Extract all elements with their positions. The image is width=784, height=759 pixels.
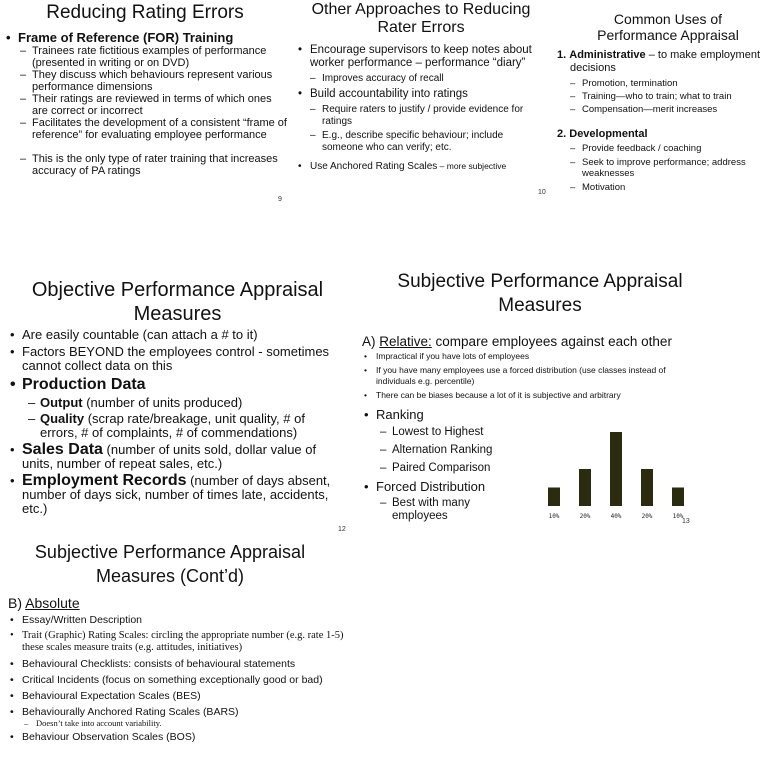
bullet-ranking: • Ranking	[376, 407, 784, 422]
title-line: Measures	[498, 295, 582, 316]
list-item: • Behaviourally Anchored Rating Scales (BARS)	[22, 706, 352, 718]
item-text: (number of units sold, dollar value of units, number of repeat sales, etc.)	[22, 442, 317, 471]
page-number: 13	[682, 518, 690, 525]
list-item: – Provide feedback / coaching	[582, 143, 782, 155]
slide-title	[0, 540, 340, 588]
list-item: – Improves accuracy of recall	[322, 73, 544, 85]
bar-1	[579, 469, 591, 506]
bullet-employment-records	[22, 474, 342, 516]
title-line: Subjective Performance Appraisal	[397, 271, 683, 292]
bullet-anchored-scales	[310, 160, 544, 173]
absolute-heading	[8, 595, 360, 611]
section-developmental	[552, 128, 784, 141]
list-item: • Essay/Written Description	[22, 614, 352, 626]
page-number: 10	[538, 189, 546, 196]
list-item: • Behaviour Observation Scales (BOS)	[22, 731, 360, 743]
bar-0	[548, 488, 560, 507]
list-item: – Doesn’t take into account variability.	[36, 718, 360, 728]
heading-label: Absolute	[25, 595, 80, 611]
tick-label-3: 20%	[641, 513, 653, 520]
title-line: Rater Errors	[377, 19, 465, 37]
list-item: • There can be biases because a lot of it is subjective and arbitrary	[376, 390, 706, 401]
list-item: – Lowest to Highest	[392, 423, 784, 441]
bar-2	[610, 432, 622, 506]
title-line: Measures	[133, 303, 222, 325]
section-administrative	[552, 49, 784, 75]
list-item: – Alternation Ranking	[392, 441, 784, 459]
bar-chart	[538, 420, 698, 530]
slide-title: Reducing Rating Errors	[46, 2, 244, 23]
list-item: – Paired Comparison	[392, 459, 784, 477]
list-item: – Promotion, termination	[582, 77, 784, 90]
list-item: – Their ratings are reviewed in terms of which ones are correct or incorrect	[32, 93, 290, 117]
bullet-forced-distribution: • Forced Distribution	[376, 479, 784, 494]
tick-label-0: 10%	[548, 513, 560, 520]
list-item: – Training—who to train; what to train	[582, 90, 784, 103]
item-text: (number of days absent, number of days sick, number of times late, accidents, etc.)	[22, 473, 331, 516]
heading-prefix: B)	[8, 595, 26, 611]
list-item: • Behavioural Checklists: consists of behavioural statements	[22, 658, 352, 670]
list-item: • Behavioural Expectation Scales (BES)	[22, 690, 352, 702]
list-item-quality	[40, 412, 340, 440]
list-item: – Motivation	[582, 182, 782, 194]
bar-4	[672, 488, 684, 507]
item-text: (scrap rate/breakage, unit quality, # of errors, # of complaints, # of commendations)	[40, 411, 305, 440]
list-item: • Trait (Graphic) Rating Scales: circling the appropriate number (e.g. rate 1-5) these scales measure traits (e.g. attitudes, initiatives)	[22, 630, 352, 654]
slide-title	[296, 1, 546, 38]
page-number: 12	[338, 526, 346, 533]
bar-3	[641, 469, 653, 506]
tick-label-1: 20%	[579, 513, 591, 520]
tick-label-4: 10%	[672, 513, 684, 520]
list-item: • If you have many employees use a forced distribution (use classes instead of individuals e.g. percentile)	[376, 365, 706, 387]
list-item: – Require raters to justify / provide evidence for ratings	[322, 104, 544, 128]
section-heading: Developmental	[569, 128, 648, 141]
list-item: – Trainees rate fictitious examples of performance (presented in writing or on DVD)	[32, 45, 290, 69]
heading-label: Relative:	[379, 334, 432, 349]
heading-prefix: A)	[362, 334, 380, 349]
title-line: Objective Performance Appraisal	[31, 279, 324, 301]
list-item: – E.g., describe specific behaviour; include someone who can verify; etc.	[322, 130, 544, 154]
list-item: – Facilitates the development of a consistent “frame of reference” for evaluating employee performance	[32, 117, 290, 141]
title-line: Common Uses of	[613, 11, 723, 27]
slide-title	[0, 278, 355, 326]
slide-title	[358, 270, 722, 318]
item-label: Employment Records	[22, 472, 187, 489]
bullet-accountability: • Build accountability into ratings	[310, 88, 544, 101]
list-item: • Impractical if you have lots of employees	[376, 351, 706, 362]
slide-reducing-rating-errors	[0, 0, 290, 210]
bullet-production-data: • Production Data	[22, 376, 340, 394]
bullet-keep-notes: • Encourage supervisors to keep notes about worker performance – performance “diary”	[310, 44, 544, 70]
item-label: Quality	[40, 411, 85, 426]
list-item: – Seek to improve performance; address weaknesses	[582, 157, 782, 180]
slide-objective-measures	[0, 278, 355, 540]
slide-common-uses	[552, 0, 784, 210]
list-item-output	[40, 396, 340, 410]
page-number: 9	[278, 196, 282, 203]
title-line: Measures (Cont’d)	[95, 566, 245, 586]
heading-text: compare employees against each other	[431, 334, 672, 349]
title-line: Performance Appraisal	[597, 27, 739, 44]
slide-other-approaches	[296, 0, 546, 210]
bullet-factors-beyond: • Factors BEYOND the employees control - sometimes cannot collect data on this	[22, 345, 340, 373]
forced-distribution-chart	[538, 420, 698, 530]
bullet-sales-data	[22, 443, 342, 471]
tick-label-2: 40%	[610, 513, 622, 520]
section-number: 1.	[557, 49, 567, 62]
section-text: – to make employment decisions	[570, 49, 761, 75]
section-heading: Administrative	[569, 49, 646, 62]
bullet-note: – more subjective	[437, 160, 507, 171]
title-line: Subjective Performance Appraisal	[34, 542, 306, 562]
bullet-for-training: • Frame of Reference (FOR) Training	[18, 30, 290, 45]
list-item: – They discuss which behaviours represent various performance dimensions	[32, 69, 290, 93]
item-text: (number of units produced)	[82, 395, 243, 410]
slide-title	[552, 11, 784, 43]
slide-subjective-absolute	[0, 540, 360, 759]
list-item: – This is the only type of rater training that increases accuracy of PA ratings	[32, 153, 290, 177]
relative-heading	[362, 334, 784, 349]
list-item: • Critical Incidents (focus on something exceptionally good or bad)	[22, 674, 352, 686]
bullet-countable: • Are easily countable (can attach a # to it)	[22, 328, 340, 342]
item-label: Output	[40, 395, 83, 410]
bullet-text: Use Anchored Rating Scales	[310, 160, 438, 172]
section-number: 2.	[557, 128, 567, 141]
item-label: Sales Data	[22, 441, 103, 458]
list-item: – Compensation—merit increases	[582, 103, 784, 116]
title-line: Other Approaches to Reducing	[311, 1, 531, 18]
list-item: – Best with many employees	[392, 497, 502, 523]
